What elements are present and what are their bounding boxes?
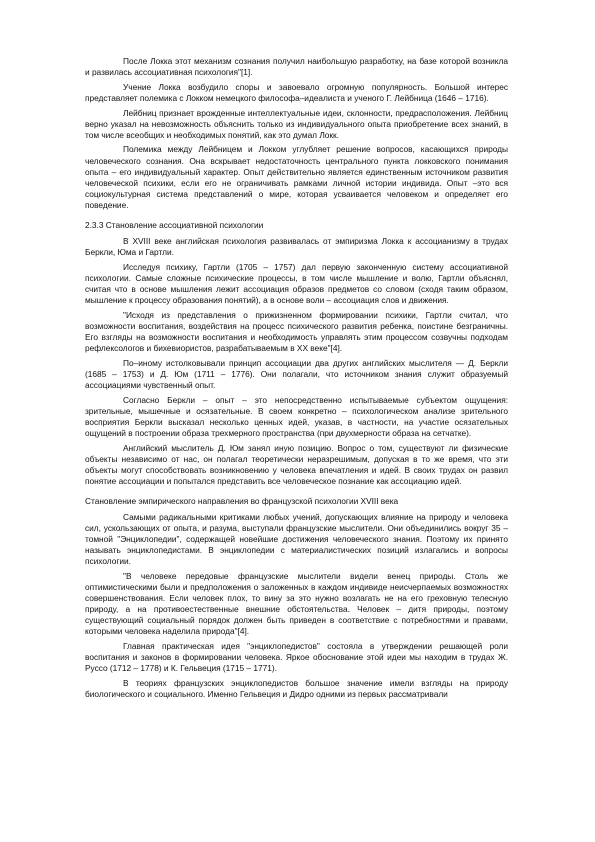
paragraph: По–иному истолковывали принцип ассоциации два других английских мыслителя — Д. Беркли (1685 – 1753) и Д. Юм (1711 – 1776). Они полагали, что источником знания служит образуемый ассоциациями чувственный опыт. — [85, 357, 508, 390]
paragraph: Главная практическая идея "энциклопедистов" состояла в утверждении решающей роли воспитания и законов в формировании человека. Яркое обоснование этой идеи мы находим в трудах Ж. Руссо (1712 – 1778) и К. Гельвеция (1715 – 1771). — [85, 641, 508, 674]
paragraph: Согласно Беркли – опыт – это непосредственно испытываемые субъектом ощущения: зрительные, мышечные и осязательные. В своем конкретно – психологическом анализе зрительного восприятия Беркли высказал несколько ценных идей, указав, в частности, на участие осязательных ощущений в построении образа трехмерного пространства (при двухмерности образа на сетчатке). — [85, 394, 508, 438]
paragraph: Полемика между Лейбницем и Локком углубляет решение вопросов, касающихся природы человеческого сознания. Она вскрывает недостаточность центрального пункта локковского понимания опыта – его индивидуальный характер. Опыт действительно является единственным источником развития человеческой психики, если его не ограничивать рамками личной истории индивида. Опыт –это вся социокультурная система представлений о мире, которая усваивается человеком и определяет его поведение. — [85, 144, 508, 210]
paragraph: Учение Локка возбудило споры и завоевало огромную популярность. Большой интерес представляет полемика с Локком немецкого философа–идеалиста и ученого Г. Лейбница (1646 – 1716). — [85, 81, 508, 103]
section-heading: 2.3.3 Становление ассоциативной психологии — [85, 220, 264, 230]
paragraph: "В человеке передовые французские мыслители видели венец природы. Столь же оптимистическими были и предположения о заложенных в каждом индивиде неисчерпаемых возможностях совершенствования. Если человек плох, то вину за это нужно возлагать не на его греховную телесную природу, а на противоестественные внешние обстоятельства. Человек – дитя природы, поэтому существующий социальный порядок должен быть приведен в соответствие с потребностями и правами, которыми человека наделила природа"[4]. — [85, 571, 508, 637]
paragraph: В теориях французских энциклопедистов большое значение имели взгляды на природу биологического и социального. Именно Гельвеция и Дидро одними из первых рассматривали — [85, 678, 508, 700]
paragraph: Лейбниц признает врожденные интеллектуальные идеи, склонности, предрасположения. Лейбниц верно указал на невозможность объяснить только из индивидуального опыта приобретение всех знаний, в том числе всеобщих и необходимых понятий, как это думал Локк. — [85, 107, 508, 140]
section-heading: Становление эмпирического направления во французской психологии XVIII века — [85, 495, 399, 506]
paragraph: После Локка этот механизм сознания получил наибольшую разработку, на базе которой возникла и развилась ассоциативная психология"[1]. — [85, 56, 508, 78]
paragraph: "Исходя из представления о прижизненном формировании психики, Гартли считал, что возможности воспитания, воздействия на процесс психического развития ребенка, поистине безграничны. Его взгляды на возможности воспитания и необходимость управлять этим процессом созвучны подходам рефлексологов и бихевиористов, разрабатываемым в XX веке"[4]. — [85, 309, 508, 354]
paragraph: В XVIII веке английская психология развивалась от эмпиризма Локка к ассоцианизму в трудах Беркли, Юма и Гартли. — [85, 236, 508, 258]
paragraph: Английский мыслитель Д. Юм занял иную позицию. Вопрос о том, существуют ли физические объекты независимо от нас, он полагал теоретически неразрешимым, допуская в то же время, что эти объекты могут способствовать возникновению у человека впечатления и идей. В своих трудах он развил понятие ассоциации и попытался представить все человеческое познание как ассоциацию идей. — [85, 442, 508, 486]
paragraph: Исследуя психику, Гартли (1705 – 1757) дал первую законченную систему ассоциативной психологии. Самые сложные психические процессы, в том числе мышление и волю, Гартли объяснял, считая что в основе мышления лежит ассоциация образов предметов со словом (сходя таким образом, мышление к процессу образования понятий), а в основе воли – ассоциация слов и движения. — [85, 261, 508, 306]
paragraph: Самыми радикальными критиками любых учений, допускающих влияние на природу и человека сил, ускользающих от опыта, и разума, выступали французские мыслители. Они объединились вокруг 35 – томной "Энциклопедии", содержащей новейшие достижения человеческого знания. Поэтому их принято называть энциклопедистами. В энциклопедии с материалистических позиций излагались и вопросы психологии. — [85, 511, 508, 567]
